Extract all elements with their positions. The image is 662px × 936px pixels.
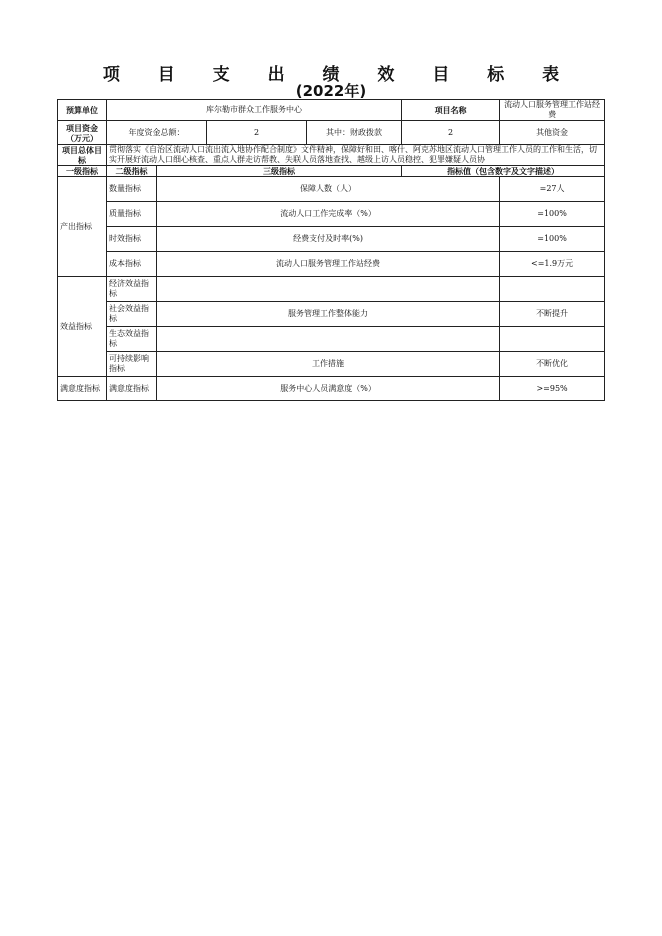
budget-unit-row bbox=[58, 100, 605, 121]
value-cell bbox=[500, 277, 605, 302]
level3-cell: 服务管理工作整体能力 bbox=[157, 302, 500, 327]
budget-unit-label: 预算单位 bbox=[58, 100, 107, 121]
overall-goal-row bbox=[58, 145, 605, 166]
level3-cell bbox=[157, 327, 500, 352]
performance-table bbox=[57, 99, 605, 401]
table-row bbox=[58, 327, 605, 352]
table-row bbox=[58, 252, 605, 277]
table-row bbox=[58, 177, 605, 202]
level2-cell: 社会效益指标 bbox=[107, 302, 157, 327]
level2-cell: 成本指标 bbox=[107, 252, 157, 277]
level3-cell: 保障人数（人） bbox=[157, 177, 500, 202]
funds-fiscal-label: 其中：财政拨款 bbox=[307, 121, 402, 145]
level3-cell: 流动人口服务管理工作站经费 bbox=[157, 252, 500, 277]
table-row bbox=[58, 302, 605, 327]
level2-cell: 经济效益指标 bbox=[107, 277, 157, 302]
funds-row bbox=[58, 121, 605, 145]
page-year: (2022年) bbox=[295, 82, 367, 100]
level2-cell: 时效指标 bbox=[107, 227, 157, 252]
overall-goal-cell bbox=[107, 145, 605, 166]
funds-fiscal-value: 2 bbox=[402, 121, 500, 145]
overall-goal-label: 项目总体目标 bbox=[58, 145, 107, 166]
table-row bbox=[58, 277, 605, 302]
col-level2-header: 二级指标 bbox=[107, 166, 157, 177]
table-row bbox=[58, 352, 605, 377]
table-row bbox=[58, 377, 605, 401]
column-header-row bbox=[58, 166, 605, 177]
level2-cell: 生态效益指标 bbox=[107, 327, 157, 352]
level1-cell: 满意度指标 bbox=[58, 377, 107, 401]
funds-total-label: 年度资金总额： bbox=[107, 121, 207, 145]
value-cell bbox=[500, 327, 605, 352]
project-name-value: 流动人口服务管理工作站经费 bbox=[500, 100, 605, 121]
budget-unit-value: 库尔勒市群众工作服务中心 bbox=[107, 100, 402, 121]
value-cell: <=1.9万元 bbox=[500, 252, 605, 277]
level3-cell: 经费支付及时率(%) bbox=[157, 227, 500, 252]
table-row bbox=[58, 227, 605, 252]
level3-cell: 工作措施 bbox=[157, 352, 500, 377]
level2-cell: 可持续影响指标 bbox=[107, 352, 157, 377]
level3-cell bbox=[157, 277, 500, 302]
value-cell: 不断优化 bbox=[500, 352, 605, 377]
level2-cell: 数量指标 bbox=[107, 177, 157, 202]
level1-cell: 效益指标 bbox=[58, 277, 107, 377]
value-cell: =100% bbox=[500, 202, 605, 227]
col-level1-header: 一级指标 bbox=[58, 166, 107, 177]
col-level3-header: 三级指标 bbox=[157, 166, 402, 177]
table-row bbox=[58, 202, 605, 227]
level1-cell: 产出指标 bbox=[58, 177, 107, 277]
value-cell: =27人 bbox=[500, 177, 605, 202]
value-cell: =100% bbox=[500, 227, 605, 252]
col-value-header: 指标值（包含数字及文字描述） bbox=[402, 166, 605, 177]
funds-other-label: 其他资金 bbox=[500, 121, 605, 145]
value-cell: >=95% bbox=[500, 377, 605, 401]
funds-label: 项目资金（万元） bbox=[58, 121, 107, 145]
level3-cell: 流动人口工作完成率（%） bbox=[157, 202, 500, 227]
level2-cell: 满意度指标 bbox=[107, 377, 157, 401]
page-title: 项 目 支 出 绩 效 目 标 表 bbox=[102, 65, 576, 85]
level3-cell: 服务中心人员满意度（%） bbox=[157, 377, 500, 401]
level2-cell: 质量指标 bbox=[107, 202, 157, 227]
funds-total-value: 2 bbox=[207, 121, 307, 145]
project-name-label: 项目名称 bbox=[402, 100, 500, 121]
value-cell: 不断提升 bbox=[500, 302, 605, 327]
overall-goal-text: 贯彻落实《自治区流动人口流出流入地协作配合制度》文件精神，保障好和田、喀什、阿克苏地区流动人口管理工作人员的工作和生活，切实开展好流动人口细心核查、重点人群走访帮教、失联人员落地查找、越级上访人员稳控、犯罪嫌疑人员协 bbox=[109, 145, 597, 164]
